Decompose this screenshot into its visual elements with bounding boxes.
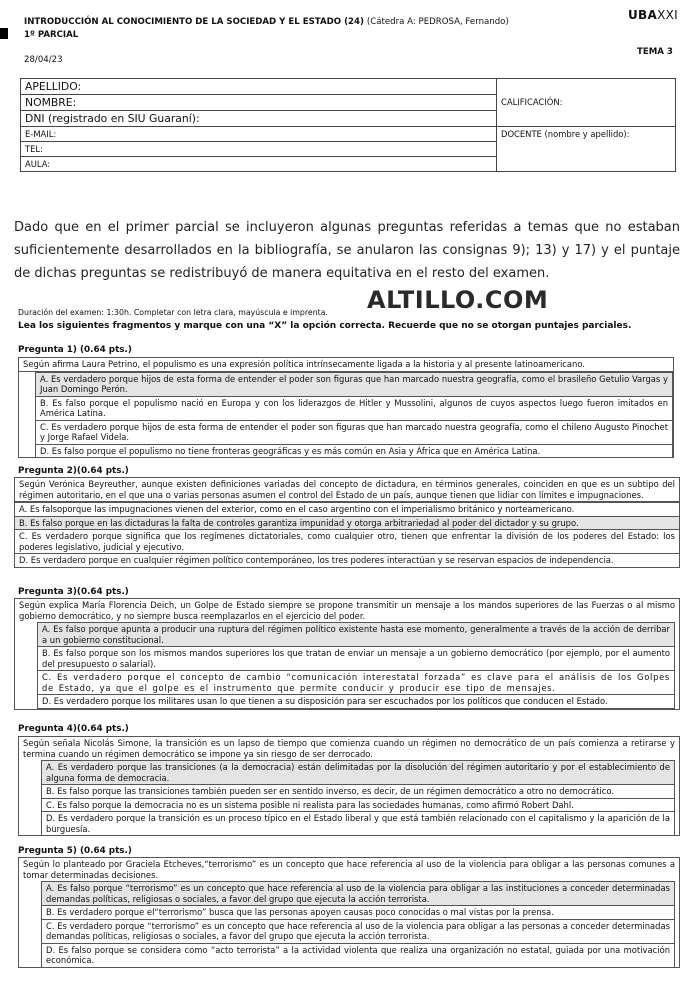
aula-field[interactable]: AULA:: [21, 157, 497, 172]
email-field[interactable]: E-MAIL:: [21, 127, 497, 142]
course-title: [24, 17, 509, 28]
exam-date: 28/04/23: [24, 55, 63, 65]
annulment-notice: Dado que en el primer parcial se incluyeron algunas preguntas referidas a temas que no estaban suficientemente desarrollados en la bibliografía, se anularon las consignas 9); 13) y 17) y el puntaje de dichas preguntas se redistribuyó de manera equitativa en el resto del examen.: [14, 220, 680, 281]
q5-option-d[interactable]: D. Es falso porque se considera como “acto terrorista” a la actividad violenta que realiza una organización no estatal, guiada por una motivación económica.: [41, 944, 675, 967]
dni-field[interactable]: DNI (registrado en SIU Guaraní):: [21, 111, 497, 127]
question-2-stem: Según Verónica Beyreuther, aunque existen definiciones variadas del concepto de dictadura, en términos generales, coinciden en que es un subtipo del régimen autoritario, en el que una o varias personas asumen el control del Estado de un país, aunque tienen que lidiar con límites e impugnaciones.: [15, 478, 679, 502]
q3-option-b[interactable]: B. Es falso porque son los mismos mandos superiores los que tratan de enviar un mensaje a un gobierno democrático (por ejemplo, por el aumento del presupuesto o salarial).: [37, 647, 675, 671]
watermark: ALTILLO.COM: [367, 286, 549, 314]
question-4-stem: Según señala Nicolás Simone, la transición es un lapso de tiempo que comienza cuando un régimen no democrático de un país comienza a retirarse y termina cuando un régimen democrático se impone ya sin riesgo de ser derrocado.: [23, 738, 675, 759]
logo-thin: XXI: [657, 8, 678, 22]
question-5-title: Pregunta 5) (0.64 pts.): [18, 846, 132, 856]
q2-option-d[interactable]: D. Es verdadero porque en cualquier régimen político contemporáneo, los tres poderes interactúan y se reservan espacios de independencia.: [19, 555, 614, 565]
q3-option-c[interactable]: C. Es verdadero porque el concepto de cambio “comunicación interestatal forzada” es clave para el análisis de los Golpes de Estado, ya que el golpe es el instrumento que permite conducir y producir ese tipo de mensajes.: [37, 671, 675, 695]
q2-option-a[interactable]: A. Es falsoporque las impugnaciones vienen del exterior, como en el caso argentino con el imperialismo británico y norteamericano.: [15, 502, 679, 517]
question-2-title: Pregunta 2)(0.64 pts.): [18, 466, 129, 476]
q5-option-c[interactable]: C. Es verdadero porque “terrorismo” es un concepto que hace referencia al uso de la violencia para obligar a las personas a conceder determinadas demandas políticas, religiosas o sociales, a favor del grupo que ejecuta la acción terrorista.: [41, 920, 675, 944]
calificacion-field[interactable]: CALIFICACIÓN:: [497, 79, 676, 127]
q4-option-b[interactable]: B. Es falso porque las transiciones también pueden ser en sentido inverso, es decir, de un régimen democrático a otro no democrático.: [41, 785, 675, 799]
q4-option-a[interactable]: A. Es verdadero porque las transiciones (a la democracia) están delimitadas por la disolución del régimen autoritario y por el establecimiento de alguna forma de democracia.: [41, 760, 675, 785]
tel-field[interactable]: TEL:: [21, 142, 497, 157]
question-3-box: [14, 598, 680, 710]
question-1-stem: Según afirma Laura Petrino, el populismo es una expresión política intrínsecamente ligada a la historia y al presente latinoamericano.: [19, 358, 673, 372]
question-4-title: Pregunta 4)(0.64 pts.): [18, 724, 129, 734]
q4-option-d[interactable]: D. Es verdadero porque la transición es un proceso típico en el Estado liberal y que está también relacionado con el capitalismo y la aparición de la burguesía.: [41, 812, 675, 835]
q1-option-d[interactable]: D. Es falso porque el populismo no tiene fronteras geográficas y es más común en Asia y África que en América Latina.: [35, 445, 673, 458]
question-3-title: Pregunta 3)(0.64 pts.): [18, 587, 129, 597]
tema-label: TEMA 3: [637, 47, 673, 57]
docente-field[interactable]: DOCENTE (nombre y apellido):: [497, 127, 676, 172]
question-4-box: [18, 736, 680, 836]
q1-option-b[interactable]: B. Es falso porque el populismo nació en Europa y con los liderazgos de Hitler y Mussolini, algunos de cuyos aspectos luego fueron imitados en América Latina.: [35, 397, 673, 421]
instructions: Lea los siguientes fragmentos y marque con una “X” la opción correcta. Recuerde que no se otorgan puntajes parciales.: [18, 321, 632, 331]
q3-option-d[interactable]: D. Es verdadero porque los militares usan lo que tienen a su disposición para ser escuchados por los políticos que conducen el Estado.: [37, 695, 675, 709]
q2-option-c[interactable]: C. Es verdadero porque significa que los regímenes dictatoriales, como cualquier otro, tienen que enfrentar la división de los poderes del Estado: los poderes legislativo, judicial y ejecutivo.: [15, 530, 679, 554]
student-info-table: [20, 78, 676, 172]
question-1-options: [35, 372, 673, 458]
q1-option-c[interactable]: C. Es verdadero porque hijos de esta forma de entender el poder son figuras que han marcado nuestra geografía, como el chileno Augusto Pinochet y Jorge Rafael Videla.: [35, 421, 673, 445]
q5-option-b[interactable]: B. Es verdadero porque el“terrorismo” busca que las personas apoyen causas poco conocidas o mal vistas por la prensa.: [41, 906, 675, 920]
question-3-stem: Según explica María Florencia Deich, un Golpe de Estado siempre se propone transmitir un mensaje a los mandos superiores de las Fuerzas o al mismo gobierno democrático, y no siempre busca reemplazarlos en el ejercicio del poder.: [19, 600, 675, 621]
question-2-options: [15, 502, 679, 567]
course-name: INTRODUCCIÓN AL CONOCIMIENTO DE LA SOCIEDAD Y EL ESTADO (24): [24, 17, 364, 27]
exam-name: 1º PARCIAL: [24, 30, 79, 40]
nombre-field[interactable]: NOMBRE:: [21, 95, 497, 111]
exam-duration: Duración del examen: 1:30h. Completar con letra clara, mayúscula e imprenta.: [18, 308, 328, 317]
apellido-field[interactable]: APELLIDO:: [21, 79, 497, 95]
q3-option-a[interactable]: A. Es falso porque apunta a producir una ruptura del régimen político existente hasta ese momento, generalmente a través de la acción de derribar a un gobierno constitucional.: [37, 622, 675, 647]
uba-logo: [628, 8, 678, 23]
logo-bold: UBA: [628, 8, 658, 22]
question-1-title: Pregunta 1) (0.64 pts.): [18, 345, 132, 355]
question-2-box: [14, 477, 680, 568]
q5-option-a[interactable]: A. Es falso porque “terrorismo” es un concepto que hace referencia al uso de la violencia para obligar a las instituciones a conceder determinadas demandas políticas, religiosas o sociales, a favor del grupo que ejecuta la acción terrorista.: [41, 881, 675, 906]
question-3-options: [37, 622, 675, 709]
margin-marker: [0, 28, 8, 39]
question-5-box: [18, 857, 680, 968]
q1-option-a[interactable]: A. Es verdadero porque hijos de esta forma de entender el poder son figuras que han marcado nuestra geografía, como el brasileño Getulio Vargas y Juan Domingo Perón.: [35, 372, 673, 397]
chair-name: (Cátedra A: PEDROSA, Fernando): [366, 17, 509, 27]
q2-option-b[interactable]: B. Es falso porque en las dictaduras la falta de controles garantiza impunidad y otorga arbitrariedad al poder del dictador y su grupo.: [15, 517, 679, 531]
question-4-options: [41, 760, 675, 835]
q4-option-c[interactable]: C. Es falso porque la democracia no es un sistema posible ni realista para las sociedades humanas, como afirmó Robert Dahl.: [41, 799, 675, 813]
question-1-box: [18, 357, 674, 458]
question-5-stem: Según lo planteado por Graciela Etcheves,“terrorismo” es un concepto que hace referencia al uso de la violencia para obligar a las personas comunes a tomar determinadas decisiones.: [23, 859, 675, 880]
question-5-options: [41, 881, 675, 967]
